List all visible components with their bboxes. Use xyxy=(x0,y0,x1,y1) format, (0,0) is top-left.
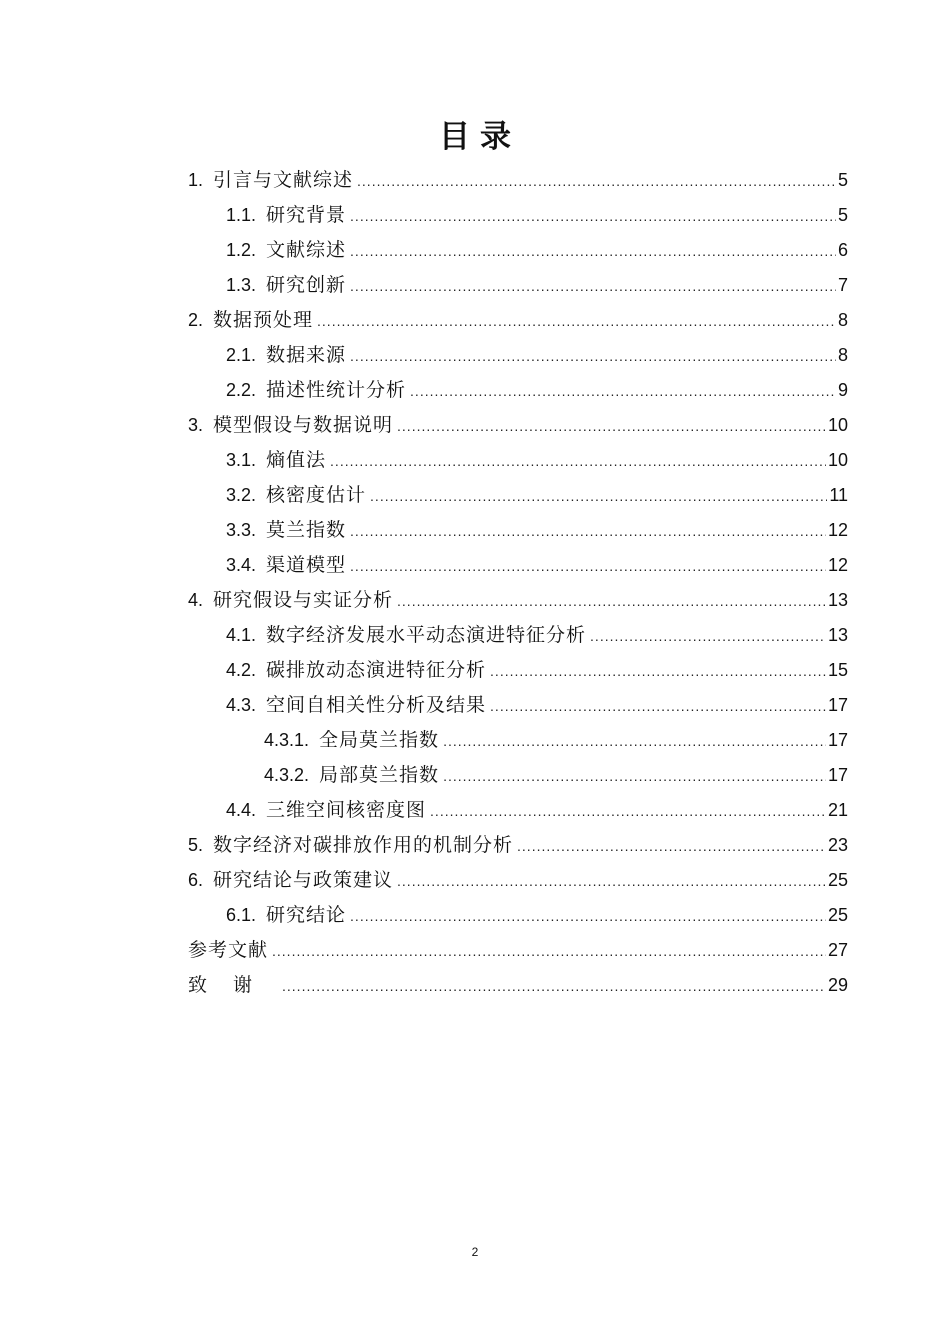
toc-entry[interactable] xyxy=(188,618,848,653)
toc-entry-title: 数据预处理 xyxy=(213,309,314,331)
toc-entry-title: 研究创新 xyxy=(266,274,347,296)
toc-entry-number: 4.3. xyxy=(226,695,257,715)
toc-entry-title: 研究结论与政策建议 xyxy=(213,869,394,891)
toc-dot-leader xyxy=(350,234,836,269)
toc-entry[interactable] xyxy=(188,968,848,1003)
toc-entry-title: 模型假设与数据说明 xyxy=(213,414,394,436)
toc-entry-number: 5. xyxy=(188,835,204,855)
toc-entry-title: 碳排放动态演进特征分析 xyxy=(266,659,487,681)
toc-entry-number: 2.2. xyxy=(226,380,257,400)
toc-dot-leader xyxy=(357,164,836,199)
toc-entry-number: 1. xyxy=(188,170,204,190)
toc-entry-page: 11 xyxy=(829,485,848,505)
toc-entry-title: 三维空间核密度图 xyxy=(266,799,427,821)
toc-entry-title: 研究背景 xyxy=(266,204,347,226)
toc-entry-page: 23 xyxy=(827,835,848,855)
toc-dot-leader xyxy=(330,444,826,479)
toc-entry-page: 8 xyxy=(837,345,848,365)
toc-dot-leader xyxy=(350,549,826,584)
toc-entry-number: 4.3.2. xyxy=(264,765,310,785)
toc-entry-page: 17 xyxy=(827,765,848,785)
toc-dot-leader xyxy=(397,864,826,899)
toc-entry[interactable] xyxy=(188,688,848,723)
toc-entry-title: 数字经济发展水平动态演进特征分析 xyxy=(266,624,587,646)
toc-entry-number: 4.4. xyxy=(226,800,257,820)
toc-entry-title: 空间自相关性分析及结果 xyxy=(266,694,487,716)
toc-dot-leader xyxy=(282,969,826,1004)
toc-entry-number: 3.2. xyxy=(226,485,257,505)
toc-entry[interactable] xyxy=(188,863,848,898)
toc-entry[interactable] xyxy=(188,443,848,478)
toc-entry-number: 2. xyxy=(188,310,204,330)
toc-entry-page: 13 xyxy=(827,625,848,645)
toc-dot-leader xyxy=(272,934,826,969)
toc-entry[interactable] xyxy=(188,163,848,198)
toc-entry[interactable] xyxy=(188,233,848,268)
toc-entry-title: 数据来源 xyxy=(266,344,347,366)
toc-entry-title: 研究假设与实证分析 xyxy=(213,589,394,611)
toc-entry[interactable] xyxy=(188,268,848,303)
toc-entry-page: 9 xyxy=(837,380,848,400)
toc-entry-page: 25 xyxy=(827,870,848,890)
toc-entry-page: 7 xyxy=(837,275,848,295)
toc-dot-leader xyxy=(397,584,826,619)
toc-dot-leader xyxy=(317,304,836,339)
toc-entry[interactable] xyxy=(188,478,848,513)
toc-dot-leader xyxy=(350,339,836,374)
toc-entry-title: 文献综述 xyxy=(266,239,347,261)
toc-entry-page: 12 xyxy=(827,555,848,575)
toc-entry-page: 8 xyxy=(837,310,848,330)
toc-entry[interactable] xyxy=(188,548,848,583)
toc-entry[interactable] xyxy=(188,338,848,373)
toc-entry-number: 6. xyxy=(188,870,204,890)
toc-entry-number: 4. xyxy=(188,590,204,610)
toc-entry-page: 13 xyxy=(827,590,848,610)
toc-dot-leader xyxy=(490,654,826,689)
toc-entry-page: 15 xyxy=(827,660,848,680)
toc-entry-page: 21 xyxy=(827,800,848,820)
toc-entry-title: 局部莫兰指数 xyxy=(319,764,440,786)
toc-entry-number: 6.1. xyxy=(226,905,257,925)
toc-dot-leader xyxy=(350,199,836,234)
toc-entry-title: 全局莫兰指数 xyxy=(319,729,440,751)
toc-entry-page: 27 xyxy=(827,940,848,960)
toc-dot-leader xyxy=(410,374,836,409)
toc-dot-leader xyxy=(443,759,826,794)
toc-entry[interactable] xyxy=(188,303,848,338)
toc-entry-title: 莫兰指数 xyxy=(266,519,347,541)
toc-dot-leader xyxy=(350,269,836,304)
toc-entry-page: 5 xyxy=(837,205,848,225)
toc-entry[interactable] xyxy=(188,758,848,793)
toc-entry-page: 25 xyxy=(827,905,848,925)
toc-entry-title: 数字经济对碳排放作用的机制分析 xyxy=(213,834,514,856)
table-of-contents xyxy=(188,163,848,1003)
toc-entry[interactable] xyxy=(188,408,848,443)
toc-entry[interactable] xyxy=(188,898,848,933)
toc-entry-number: 4.1. xyxy=(226,625,257,645)
toc-entry[interactable] xyxy=(188,828,848,863)
toc-entry[interactable] xyxy=(188,513,848,548)
toc-entry[interactable] xyxy=(188,793,848,828)
toc-dot-leader xyxy=(397,409,826,444)
toc-entry-title: 熵值法 xyxy=(266,449,327,471)
toc-dot-leader xyxy=(350,899,826,934)
toc-entry-page: 17 xyxy=(827,730,848,750)
toc-entry-number: 1.1. xyxy=(226,205,257,225)
toc-dot-leader xyxy=(350,514,826,549)
toc-entry-number: 3.1. xyxy=(226,450,257,470)
page-number: 2 xyxy=(471,1245,479,1259)
toc-entry-title: 参考文献 xyxy=(188,939,269,961)
toc-entry[interactable] xyxy=(188,583,848,618)
toc-entry-page: 5 xyxy=(837,170,848,190)
toc-entry[interactable] xyxy=(188,933,848,968)
toc-entry[interactable] xyxy=(188,373,848,408)
toc-dot-leader xyxy=(370,479,827,514)
toc-entry-number: 1.2. xyxy=(226,240,257,260)
toc-entry-number: 3. xyxy=(188,415,204,435)
toc-entry-page: 17 xyxy=(827,695,848,715)
toc-entry-title: 引言与文献综述 xyxy=(213,169,354,191)
toc-entry-number: 1.3. xyxy=(226,275,257,295)
toc-entry[interactable] xyxy=(188,653,848,688)
toc-entry-page: 10 xyxy=(827,415,848,435)
toc-entry-title: 渠道模型 xyxy=(266,554,347,576)
toc-dot-leader xyxy=(443,724,826,759)
toc-entry-page: 10 xyxy=(827,450,848,470)
toc-entry-number: 3.4. xyxy=(226,555,257,575)
page-title: 目录 xyxy=(439,119,521,155)
toc-entry-page: 29 xyxy=(827,975,848,995)
toc-entry-page: 12 xyxy=(827,520,848,540)
toc-dot-leader xyxy=(490,689,826,724)
toc-entry-number: 4.2. xyxy=(226,660,257,680)
toc-entry[interactable] xyxy=(188,723,848,758)
toc-entry-title: 研究结论 xyxy=(266,904,347,926)
toc-entry-title: 致谢 xyxy=(188,974,279,996)
toc-entry-number: 3.3. xyxy=(226,520,257,540)
toc-entry-title: 核密度估计 xyxy=(266,484,367,506)
toc-entry-number: 2.1. xyxy=(226,345,257,365)
toc-entry[interactable] xyxy=(188,198,848,233)
toc-dot-leader xyxy=(517,829,826,864)
toc-entry-page: 6 xyxy=(837,240,848,260)
toc-dot-leader xyxy=(430,794,826,829)
toc-entry-title: 描述性统计分析 xyxy=(266,379,407,401)
toc-entry-number: 4.3.1. xyxy=(264,730,310,750)
toc-dot-leader xyxy=(590,619,826,654)
